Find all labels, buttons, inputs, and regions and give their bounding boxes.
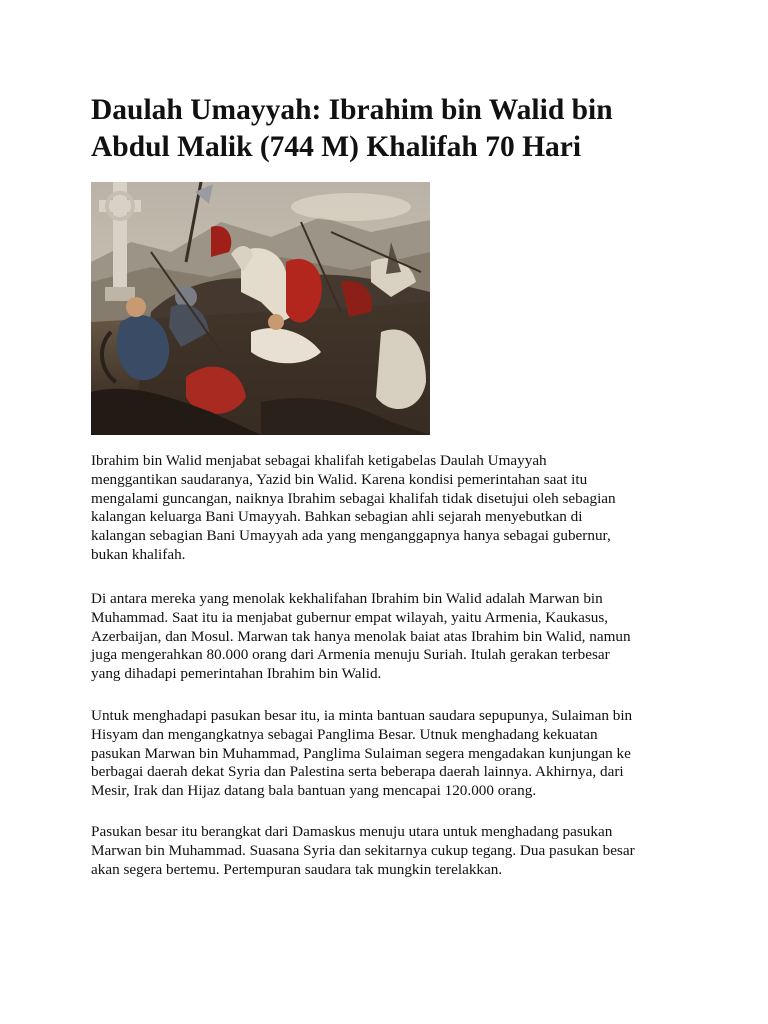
paragraph-3: Untuk menghadapi pasukan besar itu, ia minta bantuan saudara sepupunya, Sulaiman bin Hisyam dan mengangkatnya sebagai Panglima Besar. Utnuk menghadang kekuatan pasukan Marwan bin Muhammad, Panglima Sulaiman segera mengadakan kunjungan ke berbagai daerah dekat Syria dan Palestina serta beberapa daerah lainnya. Akhirnya, dari Mesir, Irak dan Hijaz datang bala bantuan yang mencapai 120.000 orang. [91, 707, 633, 800]
paragraph-1: Ibrahim bin Walid menjabat sebagai khalifah ketigabelas Daulah Umayyah menggantikan saudaranya, Yazid bin Walid. Karena kondisi pemerintahan saat itu mengalami guncangan, naiknya Ibrahim sebagai khalifah tidak disetujui oleh sebagian kalangan keluarga Bani Umayyah. Bahkan sebagian ahli sejarah menyebutkan di kalangan sebagian Bani Umayyah ada yang menganggapnya hanya sebagai gubernur, bukan khalifah. [91, 452, 616, 563]
page-title: Daulah Umayyah: Ibrahim bin Walid bin Abdul Malik (744 M) Khalifah 70 Hari [91, 94, 613, 163]
paragraph-4: Pasukan besar itu berangkat dari Damaskus menuju utara untuk menghadang pasukan Marwan bin Muhammad. Suasana Syria dan sekitarnya cukup tegang. Dua pasukan besar akan segera bertemu. Pertempuran saudara tak mungkin terelakkan. [91, 823, 635, 878]
battle-painting [91, 182, 430, 435]
battle-painting-icon [91, 182, 430, 435]
paragraph-2: Di antara mereka yang menolak kekhalifahan Ibrahim bin Walid adalah Marwan bin Muhammad. Saat itu ia menjabat gubernur empat wilayah, yaitu Armenia, Kaukasus, Azerbaijan, dan Mosul. Marwan tak hanya menolak baiat atas Ibrahim bin Walid, namun juga mengerahkan 80.000 orang dari Armenia menuju Suriah. Itulah gerakan terbesar yang dihadapi pemerintahan Ibrahim bin Walid. [91, 590, 631, 683]
